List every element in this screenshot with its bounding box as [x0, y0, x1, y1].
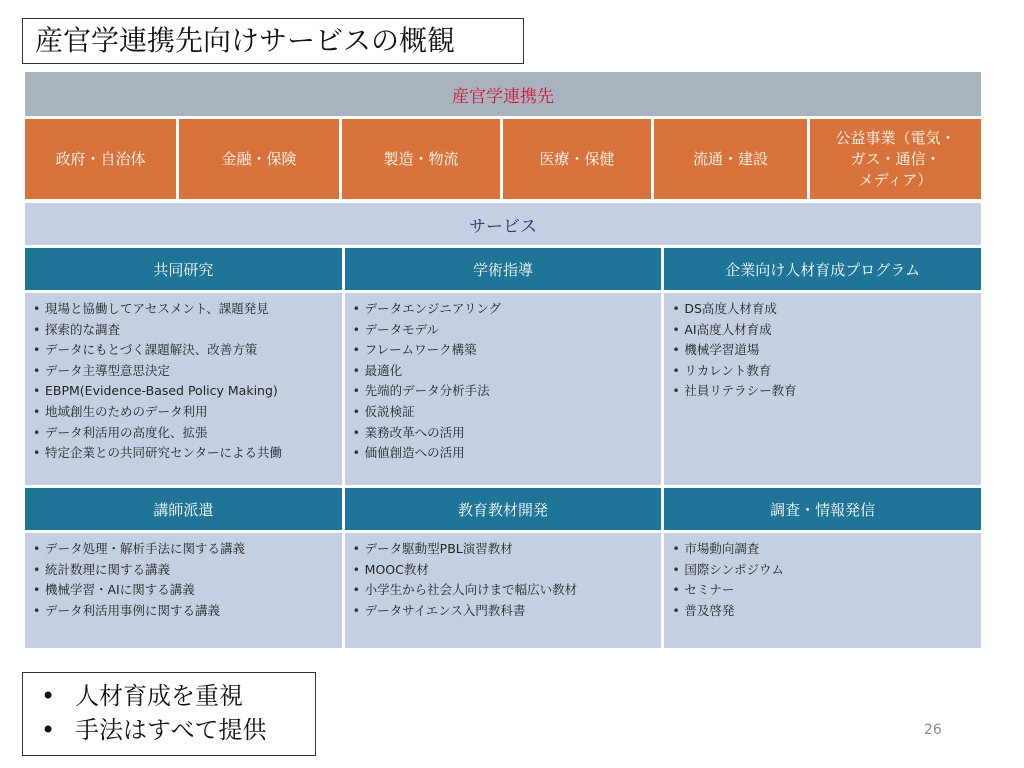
list-item: • データ利活用事例に関する講義 — [33, 601, 334, 622]
services-header — [25, 203, 981, 245]
sector-cell: 政府・自治体 — [25, 119, 176, 199]
key-point — [37, 679, 315, 713]
list-item: • DS高度人材育成 — [672, 299, 973, 320]
list-item: • データモデル — [353, 320, 654, 341]
service-title: 調査・情報発信 — [664, 488, 981, 530]
service-body — [25, 533, 342, 648]
service-title: 教育教材開発 — [345, 488, 662, 530]
service-column — [345, 248, 662, 485]
list-item: • 現場と協働してアセスメント、課題発見 — [33, 299, 334, 320]
service-item-list — [672, 299, 973, 402]
list-item: • データ処理・解析手法に関する講義 — [33, 539, 334, 560]
key-point — [37, 713, 315, 747]
list-item: • データサイエンス入門教科書 — [353, 601, 654, 622]
list-item: • 統計数理に関する講義 — [33, 560, 334, 581]
service-title: 共同研究 — [25, 248, 342, 290]
page-number: 26 — [924, 722, 942, 738]
bullet-marker: • — [41, 682, 56, 710]
list-item: • 最適化 — [353, 361, 654, 382]
list-item: • データ主導型意思決定 — [33, 361, 334, 382]
service-item-list — [672, 539, 973, 621]
list-item: • MOOC教材 — [353, 560, 654, 581]
list-item: • 国際シンポジウム — [672, 560, 973, 581]
list-item: • データ駆動型PBL演習教材 — [353, 539, 654, 560]
services-overview-table — [25, 72, 981, 648]
list-item: • セミナー — [672, 580, 973, 601]
sector-cell: 医療・保健 — [503, 119, 651, 199]
list-item: • 普及啓発 — [672, 601, 973, 622]
service-body — [25, 293, 342, 485]
sector-row — [25, 119, 981, 199]
service-body — [345, 533, 662, 648]
service-column — [664, 488, 981, 648]
list-item: • AI高度人材育成 — [672, 320, 973, 341]
list-item: • 市場動向調査 — [672, 539, 973, 560]
sector-cell: 金融・保険 — [179, 119, 339, 199]
list-item: • 仮説検証 — [353, 402, 654, 423]
service-body — [664, 293, 981, 485]
list-item: • 特定企業との共同研究センターによる共働 — [33, 443, 334, 464]
key-point-text: 人材育成を重視 — [75, 682, 243, 710]
service-column — [345, 488, 662, 648]
partners-header — [25, 72, 981, 116]
service-title: 企業向け人材育成プログラム — [664, 248, 981, 290]
list-item: • 機械学習・AIに関する講義 — [33, 580, 334, 601]
list-item: • 探索的な調査 — [33, 320, 334, 341]
service-item-list — [353, 539, 654, 621]
list-item: • 小学生から社会人向けまで幅広い教材 — [353, 580, 654, 601]
list-item: • 先端的データ分析手法 — [353, 381, 654, 402]
service-column — [25, 488, 342, 648]
service-item-list — [33, 539, 334, 621]
list-item: • EBPM(Evidence-Based Policy Making) — [33, 381, 334, 402]
service-item-list — [33, 299, 334, 464]
service-body — [345, 293, 662, 485]
list-item: • フレームワーク構築 — [353, 340, 654, 361]
service-title: 学術指導 — [345, 248, 662, 290]
partners-header-label: 産官学連携先 — [452, 86, 554, 107]
key-points-box — [22, 672, 316, 756]
services-header-label: サービス — [469, 216, 537, 237]
slide-title: 産官学連携先向けサービスの概観 — [22, 18, 524, 64]
sector-cell: 流通・建設 — [654, 119, 807, 199]
services-bottom-row — [25, 488, 981, 648]
list-item: • データにもとづく課題解決、改善方策 — [33, 340, 334, 361]
list-item: • 地域創生のためのデータ利用 — [33, 402, 334, 423]
service-item-list — [353, 299, 654, 464]
sector-cell: 製造・物流 — [342, 119, 500, 199]
list-item: • 機械学習道場 — [672, 340, 973, 361]
services-top-row — [25, 248, 981, 485]
list-item: • データエンジニアリング — [353, 299, 654, 320]
sector-cell: 公益事業（電気・ ガス・通信・ メディア） — [810, 119, 981, 199]
service-column — [25, 248, 342, 485]
list-item: • 社員リテラシー教育 — [672, 381, 973, 402]
service-title: 講師派遣 — [25, 488, 342, 530]
list-item: • 価値創造への活用 — [353, 443, 654, 464]
key-point-text: 手法はすべて提供 — [75, 716, 267, 744]
bullet-marker: • — [41, 716, 56, 744]
service-column — [664, 248, 981, 485]
list-item: • 業務改革への活用 — [353, 423, 654, 444]
service-body — [664, 533, 981, 648]
list-item: • データ利活用の高度化、拡張 — [33, 423, 334, 444]
list-item: • リカレント教育 — [672, 361, 973, 382]
